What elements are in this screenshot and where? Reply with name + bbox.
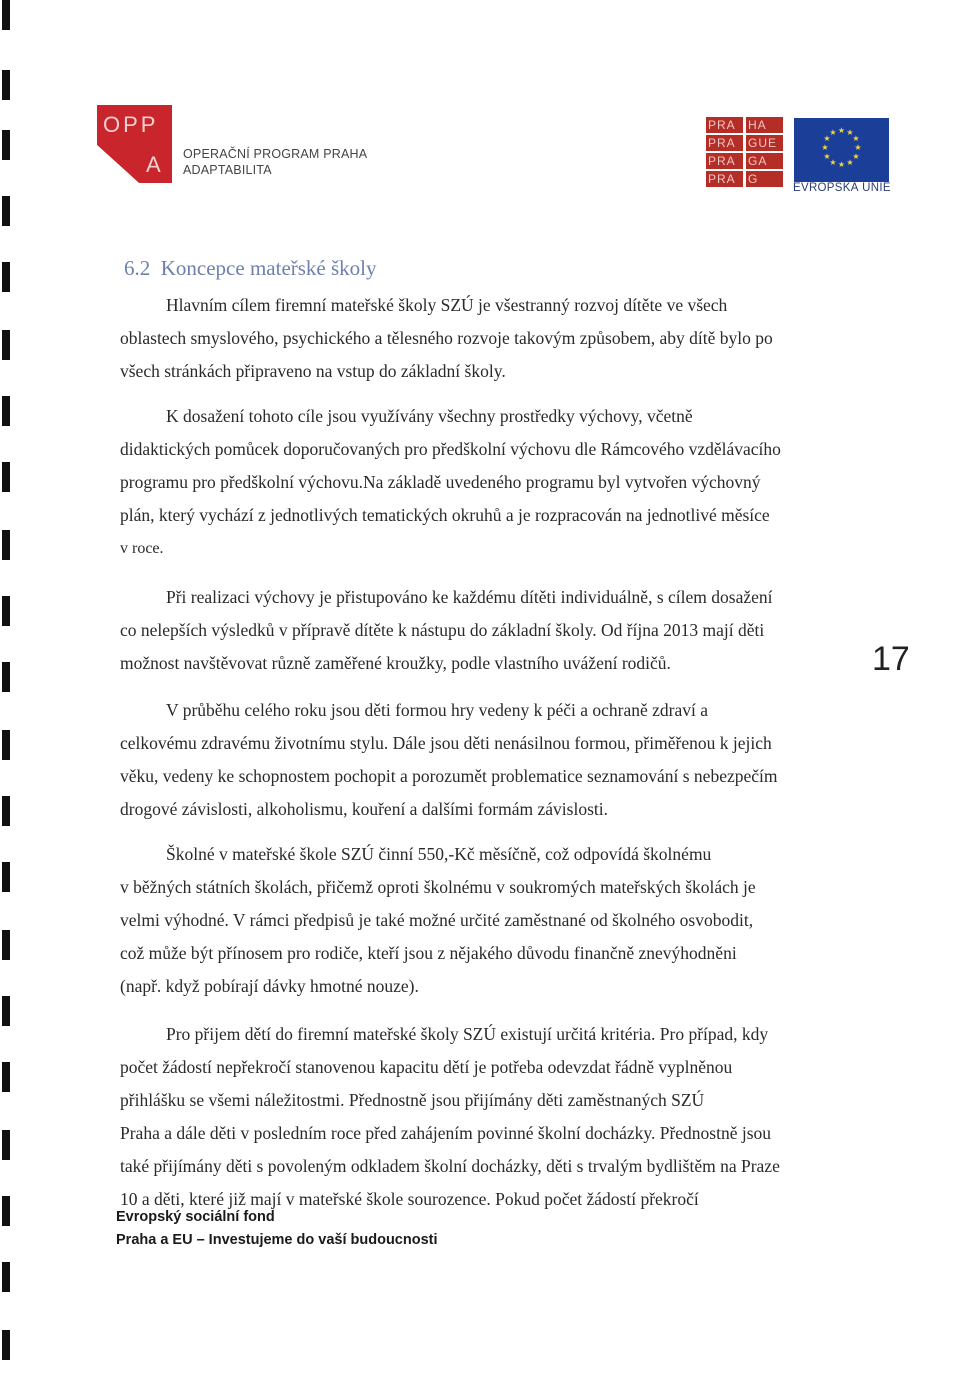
praha-logo-cell: PRA [706,117,743,133]
text-line: V průběhu celého roku jsou děti formou hry vedeny k péči a ochraně zdraví a [166,700,708,720]
praha-logo-cell: GA [746,153,783,169]
svg-text:★: ★ [823,152,831,161]
text-line: přihlášku se všemi náležitostmi. Přednostně jsou přijímány děti zaměstnaných SZÚ [120,1090,705,1110]
text-line: co nelepších výsledků v přípravě dítěte k nástupu do základní školy. Od října 2013 mají děti [120,620,765,640]
opp-text-line-1: OPERAČNÍ PROGRAM PRAHA [183,147,368,161]
footer-line-1: Evropský sociální fond [116,1209,275,1225]
svg-text:★: ★ [837,126,846,135]
svg-text:★: ★ [846,128,854,137]
svg-text:★: ★ [852,152,860,161]
svg-text:★: ★ [854,143,862,152]
paragraph-6 [120,1018,840,1216]
text-line: celkovému zdravému životnímu stylu. Dále jsou děti nenásilnou formou, přiměřenou k jejich [120,733,772,753]
opp-logo-row1: OPP [103,112,159,137]
text-line: K dosažení tohoto cíle jsou využívány všechny prostředky výchovy, včetně [166,406,693,426]
text-line: Praha a dále děti v posledním roce před zahájením povinné školní docházky. Přednostně jsou [120,1123,772,1143]
praha-logo-cell: HA [746,117,783,133]
page-number: 17 [872,640,910,678]
svg-text:★: ★ [829,128,837,137]
svg-text:★: ★ [846,158,854,167]
text-line: možnost navštěvovat různě zaměřené kroužky, podle vlastního uvážení rodičů. [120,653,671,673]
svg-text:★: ★ [829,158,837,167]
text-line: velmi výhodné. V rámci předpisů je také možné určité zaměstnané od školného osvobodit, [120,910,754,930]
paragraph-5 [120,838,840,1003]
text-line: v běžných státních školách, přičemž oproti školnému v soukromých mateřských školách je [120,877,756,897]
opp-logo-row2: A [146,152,161,177]
opp-program-name [183,146,367,178]
text-line: oblastech smyslového, psychického a tělesného rozvoje takovým způsobem, aby dítě bylo po [120,328,773,348]
section-heading: 6.2 Koncepce mateřské školy [124,256,377,280]
text-line: plán, který vychází z jednotlivých tematických okruhů a je rozpracován na jednotlivé měsíce [120,505,770,525]
paragraph-2 [120,400,840,565]
text-line: počet žádostí nepřekročí stanovenou kapacitu dětí je potřeba odevzdat řádně vyplněnou [120,1057,733,1077]
text-line: v roce. [120,540,164,557]
svg-text:★: ★ [837,160,846,169]
text-line: programu pro předškolní výchovu.Na základě uvedeného programu byl vytvořen výchovný [120,472,761,492]
praha-logo-cell: PRA [706,171,743,187]
praha-logo-cell: GUE [746,135,783,151]
binding-marks [0,0,14,1377]
svg-text:★: ★ [821,143,829,152]
text-line: Hlavním cílem firemní mateřské školy SZÚ je všestranný rozvoj dítěte ve všech [166,295,728,315]
text-line: Pro přijem dětí do firemní mateřské školy SZÚ existují určitá kritéria. Pro případ, kdy [166,1024,769,1044]
eu-label: EVROPSKÁ UNIE [793,182,891,194]
footer-line-2: Praha a EU – Investujeme do vaší budoucnosti [116,1232,438,1248]
text-line: věku, vedeny ke schopnostem pochopit a porozumět problematice seznamování s nebezpečím [120,766,778,786]
praha-logo-cell: G [746,171,783,187]
text-line: všech stránkách připraveno na vstup do základní školy. [120,361,506,381]
text-line: Školné v mateřské škole SZÚ činní 550,-Kč měsíčně, což odpovídá školnému [166,844,712,864]
footer [116,1206,438,1252]
paragraph-3 [120,581,840,680]
text-line: také přijímány děti s povoleným odkladem školní docházky, děti s trvalým bydlištěm na Praze [120,1156,780,1176]
text-line: 10 a děti, které již mají v mateřské škole sourozence. Pokud počet žádostí překročí [120,1189,699,1209]
text-line: což může být přínosem pro rodiče, kteří jsou z nějakého důvodu finančně znevýhodněni [120,943,737,963]
praha-logo [706,117,784,189]
eu-flag-icon [794,118,889,182]
paragraph-4 [120,694,840,826]
opp-text-line-2: ADAPTABILITA [183,163,272,177]
svg-text:★: ★ [852,134,860,143]
praha-logo-cell: PRA [706,135,743,151]
text-line: drogové závislosti, alkoholismu, kouření a dalšími formám závislosti. [120,799,608,819]
paragraph-1 [120,289,840,388]
text-line: didaktických pomůcek doporučovaných pro předškolní výchovu dle Rámcového vzdělávacího [120,439,781,459]
opp-a-logo [97,105,172,183]
praha-logo-cell: PRA [706,153,743,169]
text-line: (např. když pobírají dávky hmotné nouze). [120,976,419,996]
text-line: Při realizaci výchovy je přistupováno ke každému dítěti individuálně, s cílem dosažení [166,587,773,607]
svg-text:★: ★ [823,134,831,143]
